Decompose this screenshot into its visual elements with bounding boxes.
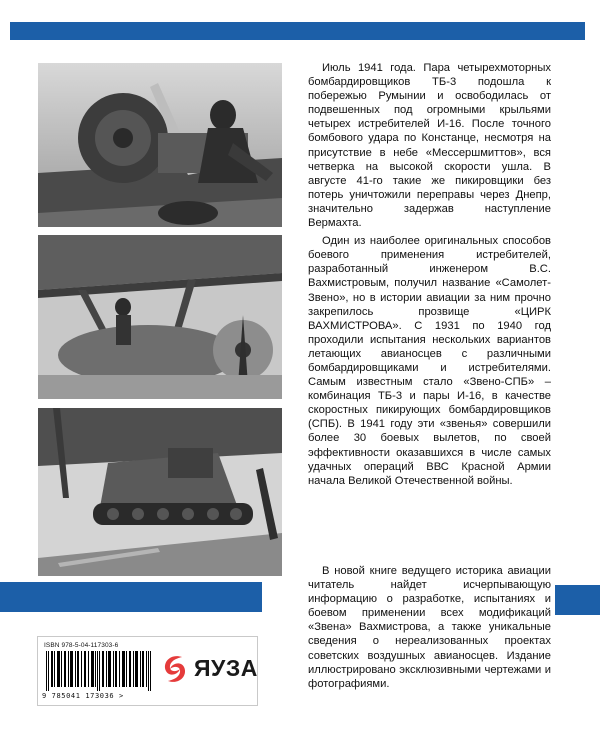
isbn-area	[44, 642, 154, 649]
paragraph-book-description: В новой книге ведущего историка авиации читатель найдет исчерпывающую информацию о разработке, испытаниях и боевом применении всех модификаций «Звена» Вахмистрова, а также уникальные сведения о нереализованных проектах советских воздушных авианосцев. Издание иллюстрировано эксклюзивными чертежами и фотографиями.	[308, 565, 551, 690]
right-blue-band	[555, 585, 600, 615]
barcode-digits: 9 785041 173036 >	[42, 692, 124, 700]
photo-tankette-under-wing	[38, 408, 282, 576]
yauza-logo	[194, 655, 258, 685]
top-blue-band	[10, 22, 585, 40]
photo-mechanics-engine	[38, 63, 282, 227]
isbn-number: ISBN 978-5-04-117303-6	[44, 642, 119, 649]
paragraph-history: Один из наиболее оригинальных способов боевого применения истребителей, разработанный инженером В.С. Вахмистровым, получил название «Самолет-Звено», но в истории авиации за ним прочно закрепилось прозвище «ЦИРК ВАХМИСТРОВА». С 1931 по 1940 год проходили испытания нескольких вариантов летающих авианосцев с различными бомбардировщиками и истребителями. Самым известным стало «Звено-СПБ» – комбинация ТБ-3 и пары И-16, в качестве скоростных пикирующих бомбардировщиков (СПБ). В 1941 году эти «звенья» совершили более 30 боевых вылетов, по своей эффективности оказавшихся в числе самых удачных операций ВВС Красной Армии начала Великой Отечественной войны.	[308, 235, 551, 487]
paragraph-intro: Июль 1941 года. Пара четырехмоторных бомбардировщиков ТБ-3 подошла к побережью Румынии и освободилась от подвешенных под огромными крыльями четырех истребителей И-16. После точного бомбового удара по Констанце, несмотря на присутствие в небе «Мессершмиттов», вся четверка на высокой скорости ушла. В августе 41-го такие же пикировщики без потерь уничтожили переправы через Днепр, значительно задержав наступление Вермахта.	[308, 62, 551, 230]
barcode	[44, 651, 154, 691]
back-cover-text	[308, 61, 551, 690]
left-blue-band	[0, 582, 262, 612]
imprint-box	[37, 636, 258, 706]
eksmo-swirl-icon	[160, 651, 190, 687]
yauza-logo-text: ЯУЗА	[194, 655, 258, 681]
photo-fighter-under-wing	[38, 235, 282, 399]
